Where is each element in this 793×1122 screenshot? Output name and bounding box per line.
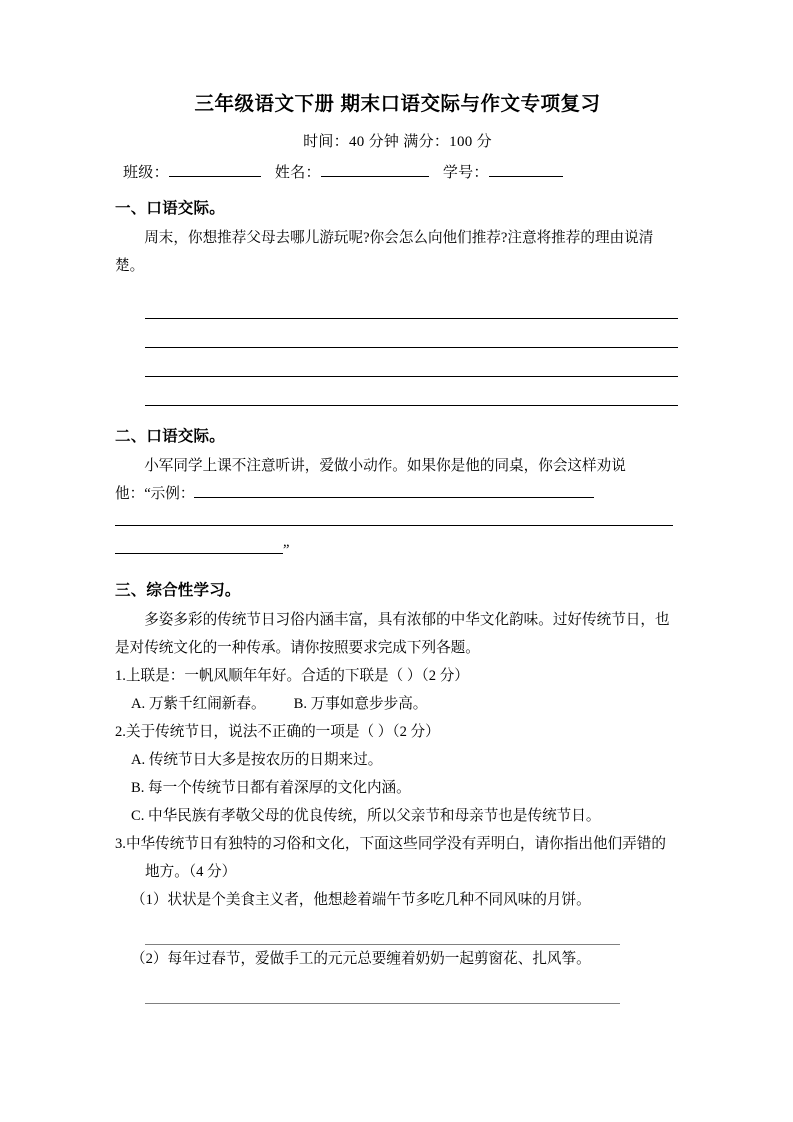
question-1: [115, 662, 680, 690]
section-heading-2: 二、口语交际。: [115, 428, 225, 445]
answer-line[interactable]: [145, 977, 620, 1004]
answer-line[interactable]: [145, 377, 678, 406]
student-id-blank: [489, 176, 563, 177]
class-blank: [169, 176, 261, 177]
section-heading-1: 一、口语交际。: [115, 200, 225, 217]
question-1-options: [115, 690, 680, 718]
question-2-option-a[interactable]: A. 传统节日大多是按农历的日期来过。: [131, 752, 383, 768]
question-3-text: 中华传统节日有独特的习俗和文化，下面这些同学没有弄明白，请你指出他们弄错的地方。（4 分）: [125, 836, 666, 880]
exam-meta-line: 时间：40 分钟 满分：100 分: [303, 134, 492, 150]
answer-line[interactable]: [145, 348, 678, 377]
student-id-label: 学号：: [442, 165, 489, 181]
question-1-option-b[interactable]: B. 万事如意步步高。: [293, 696, 428, 712]
question-2-text: 关于传统节日，说法不正确的一项是（ ）（2 分）: [125, 724, 440, 740]
section-heading-3: 三、综合性学习。: [115, 582, 241, 599]
question-3-subitem-2: （2）每年过春节，爱做手工的元元总要缠着奶奶一起剪窗花、扎风筝。: [131, 951, 591, 967]
section-2-example-label: 他：“示例：: [115, 486, 195, 502]
class-label: 班级：: [123, 165, 169, 181]
answer-line[interactable]: [145, 290, 678, 319]
question-2: [115, 718, 680, 746]
question-3: [115, 830, 680, 886]
section-2-answer-row: [115, 508, 680, 536]
student-info-line: [115, 161, 680, 182]
name-blank: [321, 176, 429, 177]
quote-close: ”: [283, 542, 290, 558]
question-1-number: 1.: [115, 668, 126, 684]
question-2-option-b[interactable]: B. 每一个传统节日都有着深厚的文化内涵。: [131, 780, 411, 796]
section-1-prompt: 周末，你想推荐父母去哪儿游玩呢?你会怎么向他们推荐?注意将推荐的理由说清楚。: [115, 230, 654, 274]
question-1-option-a[interactable]: A. 万紫千红闹新春。: [131, 696, 266, 712]
answer-line[interactable]: [145, 319, 678, 348]
section-2-prompt: 小军同学上课不注意听讲，爱做小动作。如果你是他的同桌，你会这样劝说: [144, 458, 626, 474]
section-2-prompt-continued: [115, 480, 680, 508]
name-label: 姓名：: [274, 165, 321, 181]
answer-inline-blank[interactable]: [115, 553, 283, 554]
question-2-number: 2.: [115, 724, 126, 740]
document-content: [115, 88, 680, 1004]
section-3-intro: 多姿多彩的传统节日习俗内涵丰富，具有浓郁的中华文化韵味。过好传统节日，也是对传统文化的一种传承。请你按照要求完成下列各题。: [115, 612, 670, 656]
section-2-answer-row-last: [115, 536, 680, 564]
question-3-subitem-1: （1）状状是个美食主义者，他想趁着端午节多吃几种不同风味的月饼。: [131, 892, 591, 908]
question-2-option-c[interactable]: C. 中华民族有孝敬父母的优良传统，所以父亲节和母亲节也是传统节日。: [131, 808, 601, 824]
page-title: 三年级语文下册 期末口语交际与作文专项复习: [194, 93, 601, 115]
answer-inline-blank[interactable]: [115, 525, 673, 526]
answer-line[interactable]: [145, 918, 620, 945]
answer-inline-blank[interactable]: [194, 497, 594, 498]
question-1-text: 上联是：一帆风顺年年好。合适的下联是（ ）（2 分）: [125, 668, 469, 684]
question-3-number: 3.: [115, 836, 126, 852]
